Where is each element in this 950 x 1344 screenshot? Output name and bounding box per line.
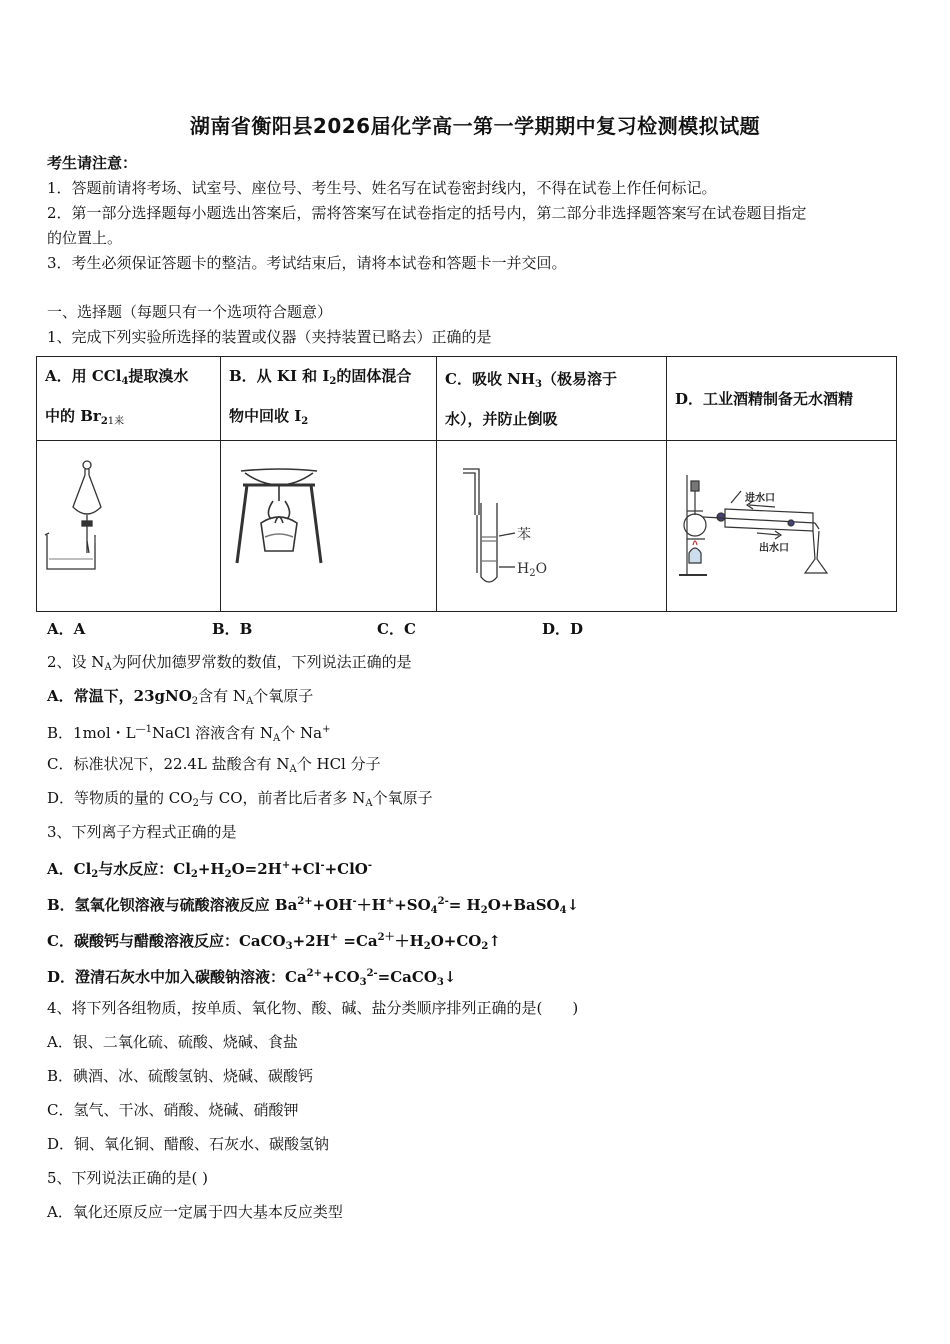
q1-option-a[interactable]: A．A [47,620,86,638]
q1-cell-b-line1: B．从 KI 和 $I_2$的固体混合 [229,366,412,387]
q1-table [36,356,897,612]
q1-cell-a-line2: 中的 $Br_{21来}$ [45,406,125,427]
q2-stem: 2、设 $N_A$为阿伏加德罗常数的数值，下列说法正确的是 [47,653,412,673]
q3-option-b[interactable]: B．氢氧化钡溶液与硫酸溶液反应 $Ba^{2+}+OH^-+H^++SO_4^{2-}=$ $H_2O+BaSO_4↓$ [47,896,580,916]
q1-option-c[interactable]: C．C [377,620,416,638]
q1-cell-c [437,357,667,441]
q4-stem: 4、将下列各组物质，按单质、氧化物、酸、碱、盐分类顺序排列正确的是( ) [47,999,579,1017]
evaporating-dish-tripod-icon [221,441,437,611]
q4-option-d[interactable]: D．铜、氧化铜、醋酸、石灰水、碳酸氢钠 [47,1135,330,1153]
label-water-in: 进水口 [745,493,775,504]
q1-image-d [667,441,897,612]
notice-heading: 考生请注意： [47,154,138,172]
q2-option-d[interactable]: D．等物质的量的 $CO_2$与 CO，前者比后者多 $N_A$个氧原子 [47,789,433,809]
q5-option-a[interactable]: A．氧化还原反应一定属于四大基本反应类型 [47,1203,343,1221]
q1-cell-a-line1: A．用 CCl$_4$提取溴水 [45,366,189,387]
q1-image-c [437,441,667,612]
notice-item-2-line2: 的位置上。 [47,229,123,247]
section-heading: 一、选择题（每题只有一个选项符合题意） [47,303,333,321]
q1-cell-a [37,357,221,441]
test-tube-absorption-icon [437,441,667,611]
q3-option-c[interactable]: C．碳酸钙与醋酸溶液反应：CaCO$_3$+2H+ $=Ca^{2+}+H_2O+CO_2↑$ [47,932,501,952]
notice-item-1: 1．答题前请将考场、试室号、座位号、考生号、姓名写在试卷密封线内，不得在试卷上作任何标记。 [47,179,717,197]
notice-item-3: 3．考生必须保证答题卡的整洁。考试结束后，请将本试卷和答题卡一并交回。 [47,254,567,272]
q3-option-d[interactable]: D．澄清石灰水中加入碳酸钠溶液：$Ca^{2+}+CO_3^{2-}=CaCO_3↓$ [47,968,457,988]
q1-cell-d [667,357,897,441]
q4-option-b[interactable]: B．碘酒、冰、硫酸氢钠、烧碱、碳酸钙 [47,1067,314,1085]
notice-item-2-line1: 2．第一部分选择题每小题选出答案后，需将答案写在试卷指定的括号内，第二部分非选择题答案写在试卷题目指定 [47,204,807,222]
q1-cell-a-mark: 1来 [107,415,125,427]
q4-option-c[interactable]: C．氢气、干冰、硝酸、烧碱、硝酸钾 [47,1101,299,1119]
q3-option-a[interactable]: A．$Cl_2$与水反应：$Cl_2+H_2O=2H^++Cl^-+ClO^-$ [47,860,373,880]
label-water-out: 出水口 [759,543,789,554]
label-water: $H_2O$ [517,561,548,579]
q5-stem: 5、下列说法正确的是( ) [47,1169,209,1187]
q1-option-b[interactable]: B．B [212,620,253,638]
q1-image-b [221,441,437,612]
q1-cell-c-line2: 水），并防止倒吸 [445,409,558,428]
q1-cell-c-line1: C．吸收 $NH_3$（极易溶于 [445,369,618,390]
q2-option-b[interactable]: B．1mol・$L^{—1}NaCl$ 溶液含有 $N_A$个 Na+ [47,724,331,744]
q2-option-c[interactable]: C．标准状况下，22.4L 盐酸含有 $N_A$个 HCl 分子 [47,755,381,775]
q1-image-a [37,441,221,612]
q1-cell-d-text: D．工业酒精制备无水酒精 [675,389,854,408]
distillation-apparatus-icon [667,441,897,611]
page-title: 湖南省衡阳县2026届化学高一第一学期期中复习检测模拟试题 [189,114,761,138]
q1-cell-b-line2: 物中回收 $I_2$ [229,406,309,427]
label-benzene: 苯 [517,527,531,543]
q3-stem: 3、下列离子方程式正确的是 [47,823,237,841]
q2-option-a[interactable]: A．常温下，23gNO$_2$含有 $N_A$个氧原子 [47,687,314,707]
q1-option-d[interactable]: D．D [542,620,584,638]
q4-option-a[interactable]: A．银、二氧化硫、硫酸、烧碱、食盐 [47,1033,298,1051]
separatory-funnel-icon [37,441,221,611]
q1-stem: 1、完成下列实验所选择的装置或仪器（夹持装置已略去）正确的是 [47,328,492,346]
q1-cell-b [221,357,437,441]
